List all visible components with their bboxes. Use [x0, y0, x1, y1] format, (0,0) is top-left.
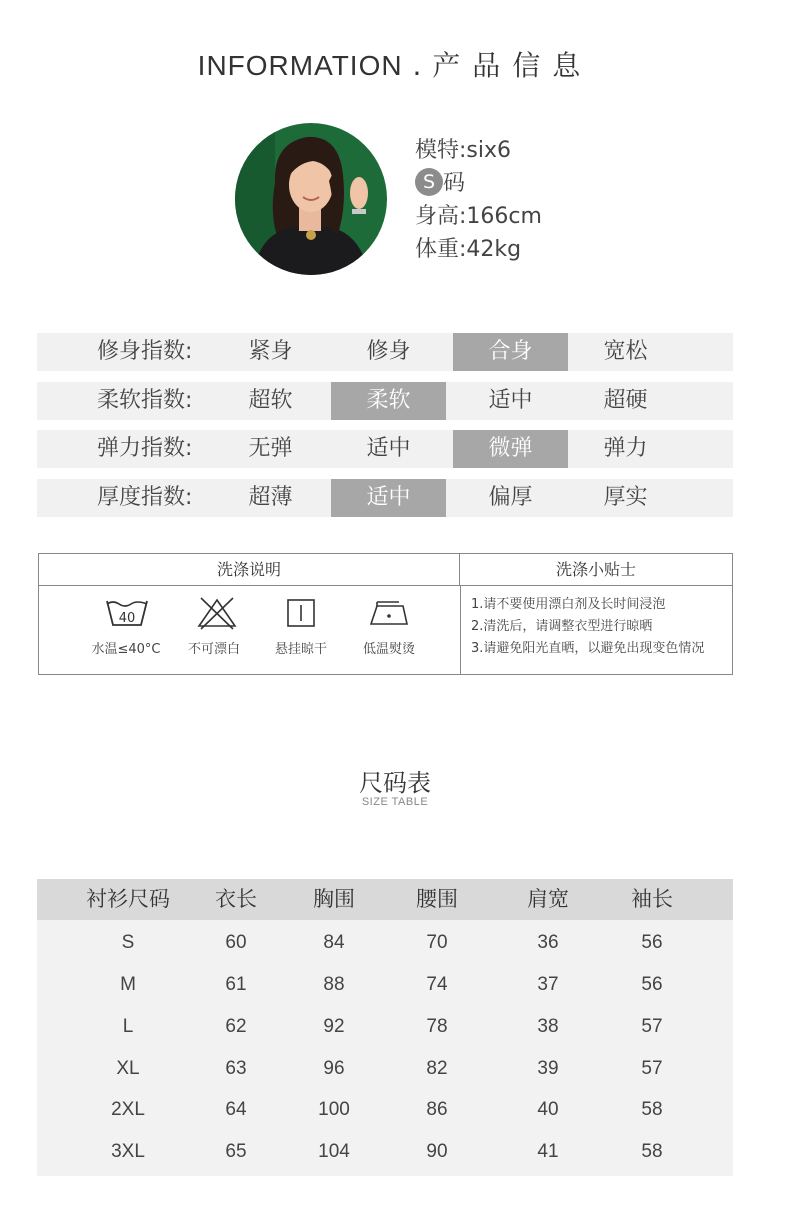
table-cell: 70	[426, 932, 448, 953]
table-cell: 78	[426, 1016, 448, 1037]
table-cell: 40	[537, 1099, 559, 1120]
washing-divider	[460, 586, 461, 674]
dry-icon-label: 悬挂晾干	[274, 642, 327, 657]
washing-tip: 2.清洗后，请调整衣型进行晾晒	[471, 619, 653, 634]
table-cell: 2XL	[111, 1099, 145, 1120]
table-cell: 57	[641, 1058, 663, 1079]
index-option: 修身	[366, 339, 411, 364]
model-photo	[235, 123, 387, 275]
table-cell: 88	[323, 974, 345, 995]
index-option: 适中	[488, 388, 533, 413]
table-row	[37, 1089, 733, 1131]
index-option-selected: 合身	[453, 333, 568, 371]
table-cell: 38	[537, 1016, 559, 1037]
table-cell: 82	[426, 1058, 448, 1079]
table-cell: M	[120, 974, 136, 995]
table-cell: 90	[426, 1141, 448, 1162]
header-cell: 衬衫尺码	[86, 887, 170, 911]
table-cell: 96	[323, 1058, 345, 1079]
washing-tip: 1.请不要使用漂白剂及长时间浸泡	[471, 597, 666, 612]
size-badge: S	[415, 168, 443, 196]
softness-index-row	[37, 382, 733, 420]
table-cell: 104	[318, 1141, 350, 1162]
table-cell: 62	[225, 1016, 247, 1037]
size-table-subtitle: SIZE TABLE	[361, 796, 429, 808]
washing-box	[38, 553, 733, 675]
table-row	[37, 1131, 733, 1173]
table-cell: 57	[641, 1016, 663, 1037]
table-cell: 64	[225, 1099, 247, 1120]
header-cell: 胸围	[313, 887, 355, 911]
index-option: 弹力	[603, 436, 648, 461]
index-option: 超硬	[603, 388, 648, 413]
index-label: 弹力指数:	[97, 436, 193, 461]
index-option: 厚实	[603, 485, 648, 510]
bleach-icon-label: 不可漂白	[187, 642, 240, 657]
model-weight: 体重:42kg	[415, 237, 522, 262]
washing-tips-header: 洗涤小贴士	[460, 554, 732, 586]
header-cell: 腰围	[416, 887, 458, 911]
table-cell: 56	[641, 932, 663, 953]
washing-tips	[471, 594, 704, 660]
washing-instructions-header: 洗涤说明	[39, 554, 460, 586]
header-cell: 衣长	[215, 887, 257, 911]
table-cell: L	[122, 1016, 134, 1037]
table-cell: S	[121, 932, 135, 953]
table-cell: 61	[225, 974, 247, 995]
table-cell: 37	[537, 974, 559, 995]
table-cell: 92	[323, 1016, 345, 1037]
model-name: 模特:six6	[415, 138, 512, 163]
table-cell: 65	[225, 1141, 247, 1162]
header-cell: 肩宽	[527, 887, 569, 911]
table-row	[37, 1048, 733, 1090]
index-label: 修身指数:	[97, 339, 193, 364]
table-cell: 58	[641, 1099, 663, 1120]
title-english: INFORMATION	[197, 50, 403, 81]
index-option: 超薄	[248, 485, 293, 510]
size-suffix: 码	[443, 171, 466, 196]
iron-icon-label: 低温熨烫	[362, 642, 415, 657]
table-cell: 56	[641, 974, 663, 995]
index-option: 无弹	[248, 436, 293, 461]
model-info	[415, 134, 542, 266]
fit-index-row	[37, 333, 733, 371]
low-iron-icon	[367, 600, 411, 630]
size-table	[37, 879, 733, 1176]
table-row	[37, 922, 733, 964]
table-cell: 58	[641, 1141, 663, 1162]
header-cell: 袖长	[631, 887, 673, 911]
table-cell: 39	[537, 1058, 559, 1079]
index-option-selected: 柔软	[331, 382, 446, 420]
model-height: 身高:166cm	[415, 204, 542, 229]
table-cell: 100	[318, 1099, 350, 1120]
washing-tip: 3.请避免阳光直晒，以避免出现变色情况	[471, 641, 705, 656]
table-cell: 41	[537, 1141, 559, 1162]
wash-icon-label: 水温≤40°C	[91, 642, 161, 657]
table-cell: 74	[426, 974, 448, 995]
table-row	[37, 964, 733, 1006]
size-table-header	[37, 879, 733, 920]
index-option: 适中	[366, 436, 411, 461]
index-label: 厚度指数:	[97, 485, 193, 510]
index-option: 偏厚	[488, 485, 533, 510]
elasticity-index-row	[37, 430, 733, 468]
index-option-selected: 微弹	[453, 430, 568, 468]
table-cell: 86	[426, 1099, 448, 1120]
table-cell: 60	[225, 932, 247, 953]
thickness-index-row	[37, 479, 733, 517]
table-cell: 3XL	[111, 1141, 145, 1162]
table-cell: 63	[225, 1058, 247, 1079]
table-cell: 36	[537, 932, 559, 953]
hang-dry-icon	[279, 598, 323, 628]
model-size	[415, 167, 542, 200]
size-table-title: 尺码表	[359, 769, 431, 797]
wash-temp-number: 40	[118, 611, 136, 626]
index-option-selected: 适中	[331, 479, 446, 517]
no-bleach-icon	[195, 596, 239, 626]
index-option: 超软	[248, 388, 293, 413]
table-row	[37, 1006, 733, 1048]
title-separator: .	[402, 49, 433, 82]
table-cell: 84	[323, 932, 345, 953]
page-title	[0, 44, 790, 84]
index-option: 宽松	[603, 339, 648, 364]
table-cell: XL	[116, 1058, 140, 1079]
index-label: 柔软指数:	[97, 388, 193, 413]
wash-40-icon	[105, 598, 149, 628]
title-chinese: 产品信息	[432, 49, 593, 82]
index-option: 紧身	[248, 339, 293, 364]
